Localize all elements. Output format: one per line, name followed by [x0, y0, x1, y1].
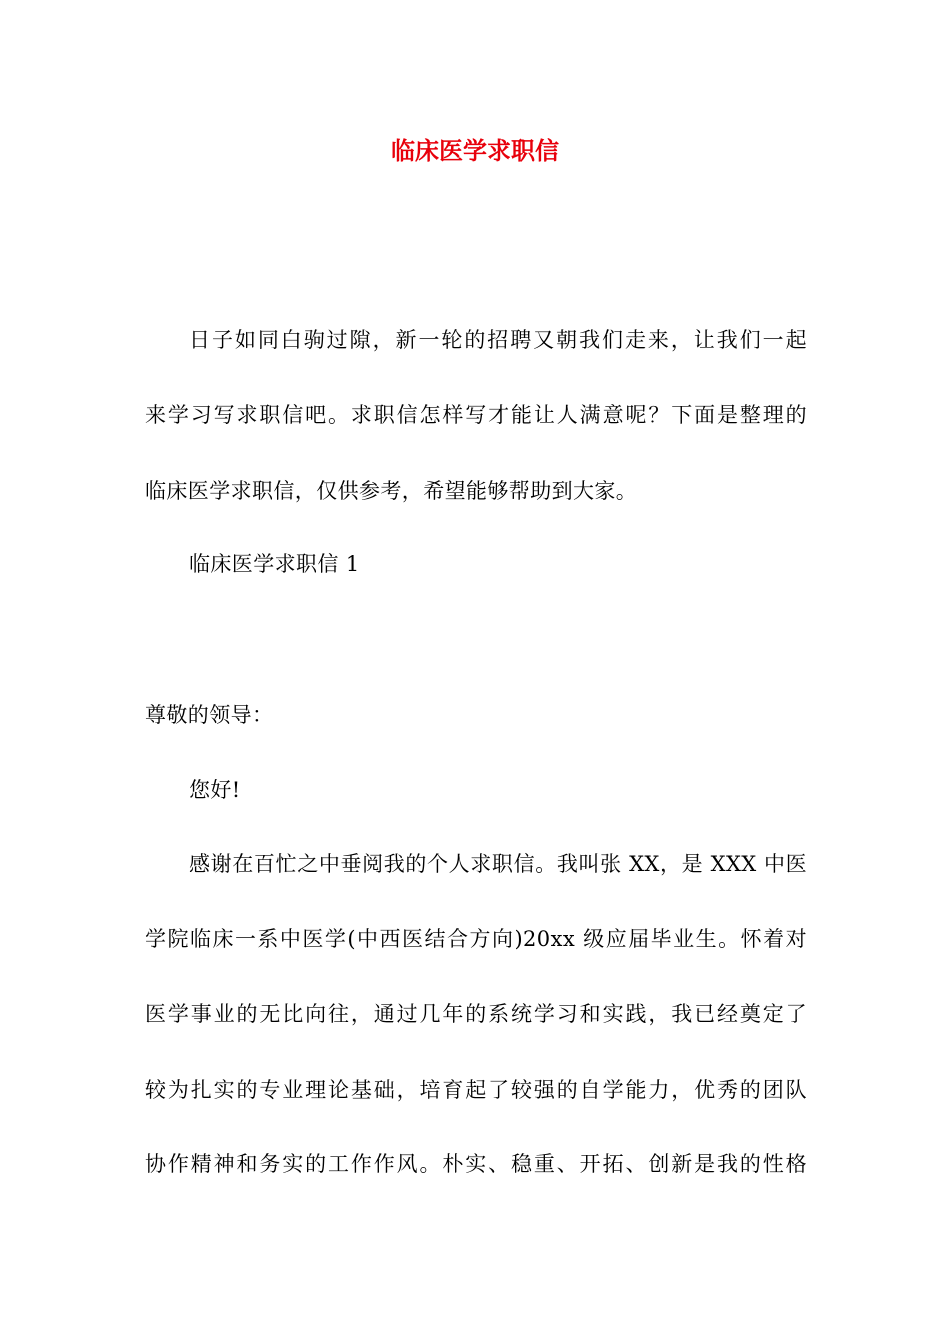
- paragraph-line: 学院临床一系中医学(中西医结合方向)20xx 级应届毕业生。怀着对: [145, 927, 807, 951]
- salutation: 尊敬的领导：: [145, 703, 274, 727]
- section-heading: 临床医学求职信 1: [189, 552, 360, 576]
- paragraph-line: 临床医学求职信，仅供参考，希望能够帮助到大家。: [145, 479, 638, 503]
- paragraph-line: 感谢在百忙之中垂阅我的个人求职信。我叫张 XX，是 XXX 中医: [189, 852, 807, 876]
- greeting: 您好!: [189, 778, 241, 802]
- paragraph-line: 日子如同白驹过隙，新一轮的招聘又朝我们走来，让我们一起: [189, 328, 807, 352]
- paragraph-line: 协作精神和务实的工作作风。朴实、稳重、开拓、创新是我的性格: [145, 1152, 807, 1176]
- paragraph-line: 较为扎实的专业理论基础，培育起了较强的自学能力，优秀的团队: [145, 1078, 807, 1102]
- paragraph-line: 来学习写求职信吧。求职信怎样写才能让人满意呢？下面是整理的: [145, 403, 807, 427]
- paragraph-line: 医学事业的无比向往，通过几年的系统学习和实践，我已经奠定了: [145, 1002, 807, 1026]
- document-title: 临床医学求职信: [391, 136, 559, 165]
